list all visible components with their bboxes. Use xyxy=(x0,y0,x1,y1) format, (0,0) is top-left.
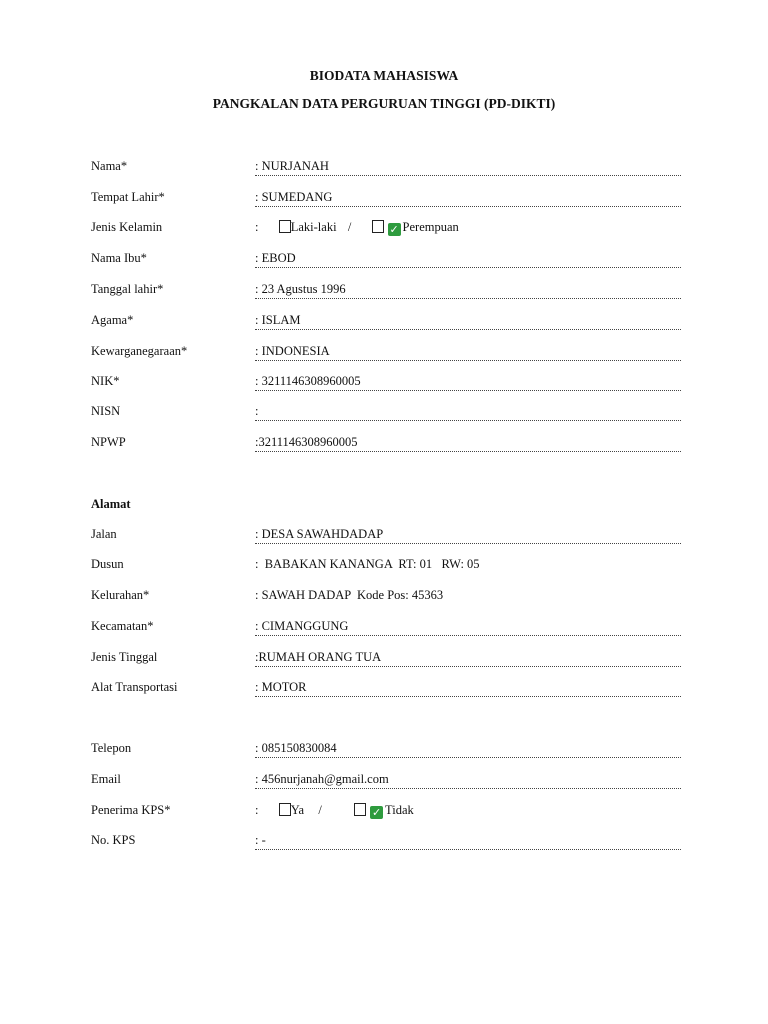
field-value: : EBOD xyxy=(255,251,296,265)
field-label: Kelurahan* xyxy=(91,588,150,602)
field-nama xyxy=(91,159,681,183)
section-heading-alamat: Alamat xyxy=(91,497,131,511)
checkbox-icon[interactable] xyxy=(354,803,366,816)
field-label: Jenis Kelamin xyxy=(91,220,163,234)
field-value: : 085150830084 xyxy=(255,741,337,755)
field-agama xyxy=(91,313,681,337)
dotted-line xyxy=(255,420,681,421)
dotted-line xyxy=(255,788,681,789)
dotted-line xyxy=(255,206,681,207)
colon: : xyxy=(255,220,259,234)
dotted-line xyxy=(255,849,681,850)
gender-options xyxy=(255,220,459,236)
field-label: Dusun xyxy=(91,557,124,571)
field-jenis-kelamin xyxy=(91,220,681,244)
field-label: Jalan xyxy=(91,527,117,541)
dotted-line xyxy=(255,757,681,758)
field-label: NPWP xyxy=(91,435,126,449)
field-no-kps xyxy=(91,833,681,857)
option-tidak: Tidak xyxy=(385,803,414,817)
dotted-line xyxy=(255,360,681,361)
separator: / xyxy=(318,803,322,817)
colon: : xyxy=(255,803,259,817)
checkbox-icon[interactable] xyxy=(279,220,291,233)
field-value: : BABAKAN KANANGA RT: 01 RW: 05 xyxy=(255,557,480,571)
option-ya: Ya xyxy=(290,803,305,817)
field-alat-transportasi xyxy=(91,680,681,704)
field-value: : CIMANGGUNG xyxy=(255,619,349,633)
field-value: : MOTOR xyxy=(255,680,307,694)
field-value: : 456nurjanah@gmail.com xyxy=(255,772,389,786)
field-dusun xyxy=(91,557,681,581)
field-penerima-kps xyxy=(91,803,681,827)
field-telepon xyxy=(91,741,681,765)
dotted-line xyxy=(255,329,681,330)
field-nama-ibu xyxy=(91,251,681,275)
field-label: NISN xyxy=(91,404,121,418)
dotted-line xyxy=(255,666,681,667)
dotted-line xyxy=(255,298,681,299)
document-title: BIODATA MAHASISWA xyxy=(309,68,459,83)
checkbox-icon[interactable] xyxy=(279,803,291,816)
field-kewarganegaraan xyxy=(91,344,681,368)
field-value: : SAWAH DADAP Kode Pos: 45363 xyxy=(255,588,444,602)
field-tanggal-lahir xyxy=(91,282,681,306)
field-label: Email xyxy=(91,772,121,786)
field-value: : 23 Agustus 1996 xyxy=(255,282,346,296)
field-value: :3211146308960005 xyxy=(255,435,358,449)
field-label: Agama* xyxy=(91,313,134,327)
field-nik xyxy=(91,374,681,398)
field-value: : INDONESIA xyxy=(255,344,330,358)
field-label: Nama* xyxy=(91,159,128,173)
field-value: : 3211146308960005 xyxy=(255,374,361,388)
field-label: Jenis Tinggal xyxy=(91,650,158,664)
dotted-line xyxy=(255,175,681,176)
field-kelurahan xyxy=(91,588,681,612)
field-value: : SUMEDANG xyxy=(255,190,333,204)
field-label: Kecamatan* xyxy=(91,619,154,633)
dotted-line xyxy=(255,267,681,268)
dotted-line xyxy=(255,635,681,636)
document-subtitle: PANGKALAN DATA PERGURUAN TINGGI (PD-DIKTI) xyxy=(212,96,556,111)
check-mark-icon[interactable]: ✓ xyxy=(371,806,382,819)
field-label: Telepon xyxy=(91,741,132,755)
field-label: Penerima KPS* xyxy=(91,803,171,817)
field-label: Nama Ibu* xyxy=(91,251,147,265)
field-value: :RUMAH ORANG TUA xyxy=(255,650,382,664)
check-mark-icon[interactable]: ✓ xyxy=(389,223,399,236)
field-value: : DESA SAWAHDADAP xyxy=(255,527,384,541)
field-npwp xyxy=(91,435,681,459)
checkbox-icon[interactable] xyxy=(372,220,384,233)
option-laki-laki: Laki-laki xyxy=(290,220,337,234)
field-label: No. KPS xyxy=(91,833,136,847)
field-label: Tempat Lahir* xyxy=(91,190,165,204)
field-label: NIK* xyxy=(91,374,120,388)
field-tempat-lahir xyxy=(91,190,681,214)
dotted-line xyxy=(255,390,681,391)
separator: / xyxy=(347,220,352,234)
field-jenis-tinggal xyxy=(91,650,681,674)
field-value: : xyxy=(255,404,259,418)
field-label: Tanggal lahir* xyxy=(91,282,164,296)
dotted-line xyxy=(255,451,681,452)
option-perempuan: Perempuan xyxy=(402,220,459,234)
dotted-line xyxy=(255,696,681,697)
field-value: : NURJANAH xyxy=(255,159,329,173)
field-label: Kewarganegaraan* xyxy=(91,344,188,358)
field-jalan xyxy=(91,527,681,551)
dotted-line xyxy=(255,543,681,544)
kps-options xyxy=(255,803,414,819)
field-email xyxy=(91,772,681,796)
field-value: : - xyxy=(255,833,266,847)
field-kecamatan xyxy=(91,619,681,643)
field-label: Alat Transportasi xyxy=(91,680,178,694)
field-nisn xyxy=(91,404,681,428)
field-value: : ISLAM xyxy=(255,313,301,327)
